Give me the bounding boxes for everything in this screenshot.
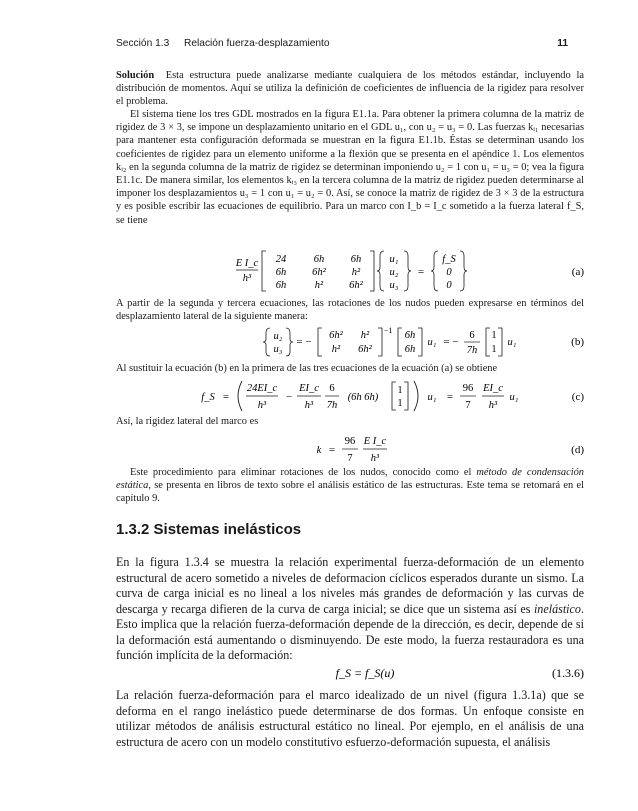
eq-c-f-num: 6 bbox=[329, 383, 335, 394]
solution-paragraph-1 bbox=[116, 69, 584, 109]
svg-text:=: = bbox=[222, 391, 230, 403]
equation-d-graphic bbox=[116, 431, 584, 467]
section-text-1a: En la figura 1.3.4 se muestra la relación experimental fuerza-deformación de un elemento estructural de acero sometido a niveles de deformacion cíclicos esperados durante un sismo. La curva de carga inicial es no lineal a los niveles más grandes de deformación y las curvas de descarga y recarga difieren de la curva de carga inicial; se dice que un sistema así es bbox=[116, 555, 584, 616]
equation-1-3-6 bbox=[116, 663, 584, 683]
eq-c-r-num: 96 bbox=[462, 383, 474, 394]
eq-b-m21: h² bbox=[331, 344, 341, 355]
solution-text-2: El sistema tiene los tres GDL mostrados en la figura E1.1a. Para obtener la primera columna de la matriz de rigidez de 3 × 3, se impone un desplazamiento unitario en el GDL u₁, con u₂ = u₃ = 0. Las fuerzas kᵢ₁ necesarias para mantener esta configuración deformada se muestran en la figura E1.1b. Éstas se determinan usando los coeficientes de rigidez para un elemento uniforme a la flexión que se presenta en el apéndice 1. Los elementos kᵢ₂ en la segunda columna de la matriz de rigidez se determinan imponiendo u₂ = 1 con u₁ = u₃ = 0; vea la figura E1.1c. De manera similar, los elementos kᵢ₃ en la tercera columna de la matriz de rigidez pueden determinarse al imponer los desplazamientos u₃ = 1 con u₁ = u₂ = 0. Así, se conoce la matriz de rigidez de 3 × 3 de la estructura y es posible escribir las ecuaciones de equilibrio. Para un marco con I_b = I_c sometido a la fuerza lateral f_S, se tiene bbox=[116, 109, 584, 226]
solution-text-4: Al sustituir la ecuación (b) en la primera de las tres ecuaciones de la ecuación (a) se obtiene bbox=[116, 363, 498, 374]
eq-c-lhs: f_S bbox=[201, 392, 215, 403]
eq-a-matrix-right-bracket bbox=[370, 251, 374, 291]
eq-c-u1: u₁ bbox=[427, 392, 437, 403]
eq-e-expr: f_S = f_S(u) bbox=[335, 666, 395, 680]
svg-text:= −: = − bbox=[296, 336, 312, 348]
section-text-1b: . Esto implica que la relación fuerza-deformación depende de la dirección, es decir, depende de si la deformación está aumentando o disminuyendo. De este modo, la fuerza restauradora es una función implícita de la deformación: bbox=[116, 601, 584, 662]
svg-text:=: = bbox=[328, 444, 336, 456]
eq-a-u1: u₁ bbox=[389, 254, 399, 265]
eq-b-one1: 1 bbox=[491, 330, 497, 341]
eq-b-m11: 6h² bbox=[329, 330, 343, 341]
eq-c-t2-den: h³ bbox=[304, 400, 314, 411]
section-text-2: La relación fuerza-deformación para el marco idealizado de un nivel (figura 1.3.1a) que se deforma en el rango inelástico puede determinarse de dos formas. Un enfoque consiste en utilizar métodos de análisis estructural estático no lineal. Por ejemplo, en el análisis de una estructura de acero con un modelo constitutivo esfuerzo-deformación supuesta, el análisis bbox=[116, 688, 584, 749]
eq-c-r2-den: h³ bbox=[488, 400, 498, 411]
eq-b-frac-num: 6 bbox=[469, 330, 475, 341]
eq-a-m23: h² bbox=[351, 267, 361, 278]
solution-text-3: A partir de la segunda y tercera ecuaciones, las rotaciones de los nudos pueden expresarse en términos del desplazamiento lateral de la siguiente manera: bbox=[116, 298, 584, 323]
solution-text-6b: , se presenta en libros de texto sobre el análisis estático de las estructuras. Este tema se retomará en el capítulo 9. bbox=[116, 480, 584, 505]
eq-a-u-left-brace bbox=[377, 251, 384, 291]
eq-a-rhs3: 0 bbox=[446, 280, 452, 291]
solution-text-6-emphasis: método de condensación estática bbox=[116, 467, 584, 492]
eq-b-v1: 6h bbox=[404, 330, 416, 341]
eq-a-coef-den: h³ bbox=[242, 273, 252, 284]
svg-text:−: − bbox=[285, 391, 293, 403]
eq-b-lhs2: u₃ bbox=[273, 344, 283, 355]
eq-c-row: (6h 6h) bbox=[347, 392, 379, 403]
eq-d-den2: h³ bbox=[370, 453, 380, 464]
equation-1-3-6-graphic bbox=[116, 663, 584, 683]
equation-c-graphic bbox=[116, 378, 584, 414]
equation-d bbox=[116, 431, 584, 467]
solution-paragraph-5 bbox=[116, 415, 584, 428]
svg-text:=: = bbox=[446, 391, 454, 403]
eq-a-rhs-left-brace bbox=[431, 251, 438, 291]
eq-a-equals: = bbox=[417, 266, 425, 278]
section-paragraph-2 bbox=[116, 688, 584, 750]
eq-c-t1-num: 24EI_c bbox=[246, 383, 278, 394]
eq-a-m12: 6h bbox=[313, 254, 325, 265]
eq-a-u3: u₃ bbox=[389, 280, 399, 291]
eq-a-rhs1: f_S bbox=[442, 254, 456, 265]
eq-b-lhs1: u₂ bbox=[273, 331, 283, 342]
eq-a-matrix-left-bracket bbox=[262, 251, 266, 291]
equation-a bbox=[116, 248, 584, 294]
section-paragraph-1 bbox=[116, 555, 584, 664]
eq-a-m13: 6h bbox=[350, 254, 362, 265]
eq-a-rhs-right-brace bbox=[460, 251, 467, 291]
eq-a-u2: u₂ bbox=[389, 267, 399, 278]
eq-c-one1: 1 bbox=[397, 385, 403, 396]
solution-paragraph-6 bbox=[116, 466, 584, 506]
eq-a-m22: 6h² bbox=[312, 267, 326, 278]
eq-a-m21: 6h bbox=[275, 267, 287, 278]
eq-b-v2: 6h bbox=[404, 344, 416, 355]
eq-b-m12: h² bbox=[360, 330, 370, 341]
running-header-section: Sección 1.3 bbox=[116, 38, 170, 49]
eq-a-m11: 24 bbox=[275, 254, 287, 265]
eq-c-tag: (c) bbox=[571, 391, 584, 403]
running-header-title: Relación fuerza-desplazamiento bbox=[184, 38, 330, 49]
eq-d-lhs: k bbox=[316, 445, 322, 456]
eq-c-u1-rhs: u₁ bbox=[509, 392, 519, 403]
eq-b-inverse: −1 bbox=[384, 326, 393, 335]
eq-a-rhs2: 0 bbox=[446, 267, 452, 278]
solution-text-6a: Este procedimiento para eliminar rotaciones de los nudos, conocido como el bbox=[130, 467, 477, 478]
svg-text:= −: = − bbox=[443, 336, 459, 348]
eq-b-one2: 1 bbox=[491, 344, 497, 355]
solution-paragraph-2 bbox=[116, 108, 584, 227]
eq-a-u-right-brace bbox=[404, 251, 411, 291]
solution-label: Solución bbox=[116, 70, 155, 81]
eq-e-tag: (1.3.6) bbox=[552, 666, 584, 680]
eq-a-m31: 6h bbox=[275, 280, 287, 291]
solution-text-1: Esta estructura puede analizarse mediante cualquiera de los métodos estándar, incluyendo la distribución de momentos. Aquí se utiliza la definición de coeficientes de influencia de la rigidez para resolver el problema. bbox=[116, 70, 584, 108]
eq-c-one2: 1 bbox=[397, 398, 403, 409]
section-number: 1.3.2 bbox=[116, 521, 150, 538]
solution-paragraph-4 bbox=[116, 362, 584, 375]
eq-c-t2-num: EI_c bbox=[299, 383, 319, 394]
eq-a-m32: h² bbox=[314, 280, 324, 291]
eq-d-den: 7 bbox=[347, 453, 353, 464]
equation-a-graphic bbox=[116, 248, 584, 294]
section-title: Sistemas inelásticos bbox=[153, 521, 302, 538]
equation-c bbox=[116, 378, 584, 414]
page-number: 11 bbox=[557, 38, 568, 49]
equation-b-graphic bbox=[116, 325, 584, 359]
eq-c-r2-num: EI_c bbox=[483, 383, 503, 394]
eq-b-frac-den: 7h bbox=[466, 345, 478, 356]
eq-a-tag: (a) bbox=[571, 266, 584, 278]
eq-c-t1-den: h³ bbox=[257, 400, 267, 411]
eq-c-f-den: 7h bbox=[326, 400, 338, 411]
eq-b-m22: 6h² bbox=[358, 344, 372, 355]
section-text-1-emphasis: inelástico bbox=[533, 601, 581, 616]
eq-b-u1-rhs: u₁ bbox=[507, 337, 517, 348]
eq-a-m33: 6h² bbox=[349, 280, 363, 291]
section-heading bbox=[116, 521, 301, 538]
eq-d-num2: E I_c bbox=[363, 436, 387, 447]
eq-b-tag: (b) bbox=[571, 336, 584, 348]
equation-b bbox=[116, 325, 584, 359]
solution-paragraph-3 bbox=[116, 297, 584, 323]
eq-d-num: 96 bbox=[344, 436, 356, 447]
eq-d-tag: (d) bbox=[571, 444, 584, 456]
solution-text-5: Así, la rigidez lateral del marco es bbox=[116, 416, 259, 427]
eq-a-coef-num: E I_c bbox=[235, 258, 259, 269]
eq-b-u1: u₁ bbox=[427, 337, 437, 348]
eq-c-r-den: 7 bbox=[465, 400, 471, 411]
